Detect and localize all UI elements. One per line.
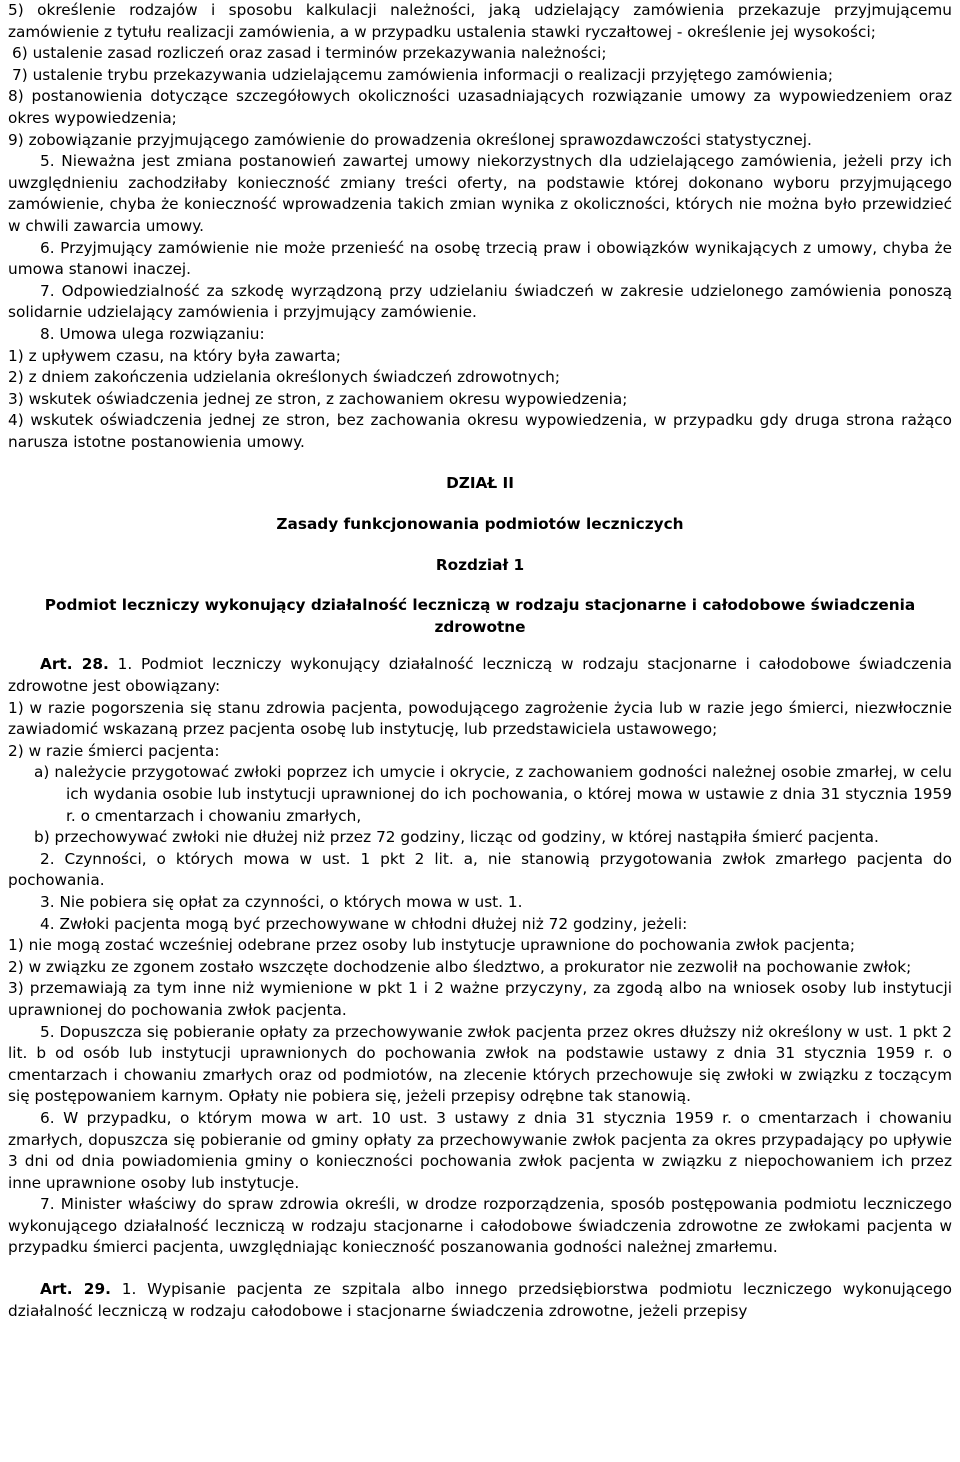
list-item: 9) zobowiązanie przyjmującego zamówienie do prowadzenia określonej sprawozdawczości statystycznej. [8, 130, 812, 149]
list-item: 3) przemawiają za tym inne niż wymienione w pkt 1 i 2 ważne przyczyny, za zgodą albo na wniosek osoby lub instytucji uprawnionej do pochowania zwłok pacjenta. [8, 979, 952, 1019]
paragraph: 2. Czynności, o których mowa w ust. 1 pkt 2 lit. a, nie stanowią przygotowania zwłok zmarłego pacjenta do pochowania. [8, 849, 952, 890]
article-text: 1. Podmiot leczniczy wykonujący działalność leczniczą w rodzaju stacjonarne i całodobowe świadczenia zdrowotne jest obowiązany: [8, 655, 953, 696]
list-item: 1) z upływem czasu, na który była zawarta; [8, 346, 341, 365]
list-item: 1) w razie pogorszenia się stanu zdrowia pacjenta, powodującego zagrożenie życia lub w razie jego śmierci, niezwłocznie zawiadomić wskazaną przez pacjenta osobę lub instytucję, lub przedstawiciela ustawowego; [8, 698, 952, 739]
paragraph: 8. Umowa ulega rozwiązaniu: [40, 324, 265, 343]
paragraph: 3. Nie pobiera się opłat za czynności, o których mowa w ust. 1. [40, 892, 523, 911]
list-item: 8) postanowienia dotyczące szczegółowych okoliczności uzasadniających rozwiązanie umowy za wypowiedzeniem oraz okres wypowiedzenia; [8, 87, 952, 127]
list-item: 2) w razie śmierci pacjenta: [8, 741, 220, 760]
article-paragraph [8, 654, 952, 697]
paragraph: 4. Zwłoki pacjenta mogą być przechowywane w chłodni dłużej niż 72 godziny, jeżeli: [40, 914, 688, 933]
article-label: Art. 29. [40, 1280, 111, 1299]
list-item: 2) w związku ze zgonem zostało wszczęte dochodzenie albo śledztwo, a prokurator nie zezwolił na pochowanie zwłok; [8, 957, 912, 976]
article-text: 1. Wypisanie pacjenta ze szpitala albo innego przedsiębiorstwa podmiotu leczniczego wykonującego działalność leczniczą w rodzaju całodobowe i stacjonarne świadczenia zdrowotne, jeżeli przepisy [8, 1280, 952, 1320]
list-item: 1) nie mogą zostać wcześniej odebrane przez osoby lub instytucje uprawnione do pochowania zwłok pacjenta; [8, 936, 856, 955]
paragraph: 5. Nieważna jest zmiana postanowień zawartej umowy niekorzystnych dla udzielającego zamówienia, jeżeli przy ich uwzględnieniu zachodziłaby konieczność zmiany treści oferty, na podstawie której dokonano wyboru przyjmującego zamówienie, chyba że konieczność wprowadzenia takich zmian wynika z okoliczności, których nie można było przewidzieć w chwili zawarcia umowy. [8, 152, 952, 235]
list-item: 7) ustalenie trybu przekazywania udzielającemu zamówienia informacji o realizacji przyjętego zamówienia; [12, 65, 834, 84]
paragraph: 5. Dopuszcza się pobieranie opłaty za przechowywanie zwłok pacjenta przez okres dłuższy niż określony w ust. 1 pkt 2 lit. b od osób lub instytucji uprawnionych do pochowania zwłok na podstawie ustawy z dnia 31 stycznia 1959 r. o cmentarzach i chowaniu zmarłych oraz od podmiotów, na zlecenie których przechowuje się zwłoki w związku z toczącym się postępowaniem karnym. Opłaty nie pobiera się, jeżeli przepisy odrębne tak stanowią. [8, 1022, 952, 1106]
list-item: 3) wskutek oświadczenia jednej ze stron, z zachowaniem okresu wypowiedzenia; [8, 389, 628, 408]
list-item: 5) określenie rodzajów i sposobu kalkulacji należności, jaką udzielający zamówienia przekazuje przyjmującemu zamówienie z tytułu realizacji zamówienia, a w przypadku ustalenia stawki ryczałtowej - określenie jej wysokości; [8, 1, 952, 41]
article-label: Art. 28. [40, 655, 109, 674]
paragraph: 7. Minister właściwy do spraw zdrowia określi, w drodze rozporządzenia, sposób postępowania podmiotu leczniczego wykonującego działalność leczniczą w rodzaju stacjonarne i całodobowe świadczenia zdrowotne ze zwłokami pacjenta w przypadku śmierci pacjenta, uwzględniając konieczność poszanowania godności należnej zmarłemu. [8, 1195, 952, 1257]
paragraph: 6. W przypadku, o którym mowa w art. 10 ust. 3 ustawy z dnia 31 stycznia 1959 r. o cmentarzach i chowaniu zmarłych, dopuszcza się pobieranie od gminy opłaty za przechowywanie zwłok pacjenta za okres przypadający po upływie 3 dni od dnia powiadomienia gminy o konieczności pochowania zwłok pacjenta w związku z niepochowaniem ich przez inne uprawnione osoby lub instytucje. [8, 1108, 952, 1192]
list-item: 2) z dniem zakończenia udzielania określonych świadczeń zdrowotnych; [8, 368, 561, 387]
paragraph: 7. Odpowiedzialność za szkodę wyrządzoną przy udzielaniu świadczeń w zakresie udzielonego zamówienia ponoszą solidarnie udzielający zamówienia i przyjmujący zamówienie. [8, 281, 952, 322]
list-item: 6) ustalenie zasad rozliczeń oraz zasad i terminów przekazywania należności; [12, 44, 607, 63]
chapter-heading: Rozdział 1 [435, 555, 525, 574]
chapter-title: Podmiot leczniczy wykonujący działalność leczniczą w rodzaju stacjonarne i całodobowe świadczenia zdrowotne [44, 596, 916, 636]
list-subitem: b) przechowywać zwłoki nie dłużej niż przez 72 godziny, licząc od godziny, w której nastąpiła śmierć pacjenta. [34, 828, 879, 847]
section-title: Zasady funkcjonowania podmiotów leczniczych [276, 515, 684, 534]
paragraph: 6. Przyjmujący zamówienie nie może przenieść na osobę trzecią praw i obowiązków wynikających z umowy, chyba że umowa stanowi inaczej. [8, 238, 952, 279]
section-heading: DZIAŁ II [446, 474, 514, 493]
article-paragraph [8, 1279, 952, 1322]
list-subitem: a) należycie przygotować zwłoki poprzez ich umycie i okrycie, z zachowaniem godności należnej osobie zmarłej, w celu ich wydania osobie lub instytucji uprawnionej do ich pochowania, o której mowa w ustawie z dnia 31 stycznia 1959 r. o cmentarzach i chowaniu zmarłych, [34, 763, 952, 825]
list-item: 4) wskutek oświadczenia jednej ze stron, bez zachowania okresu wypowiedzenia, w przypadku gdy druga strona rażąco narusza istotne postanowienia umowy. [8, 411, 952, 451]
